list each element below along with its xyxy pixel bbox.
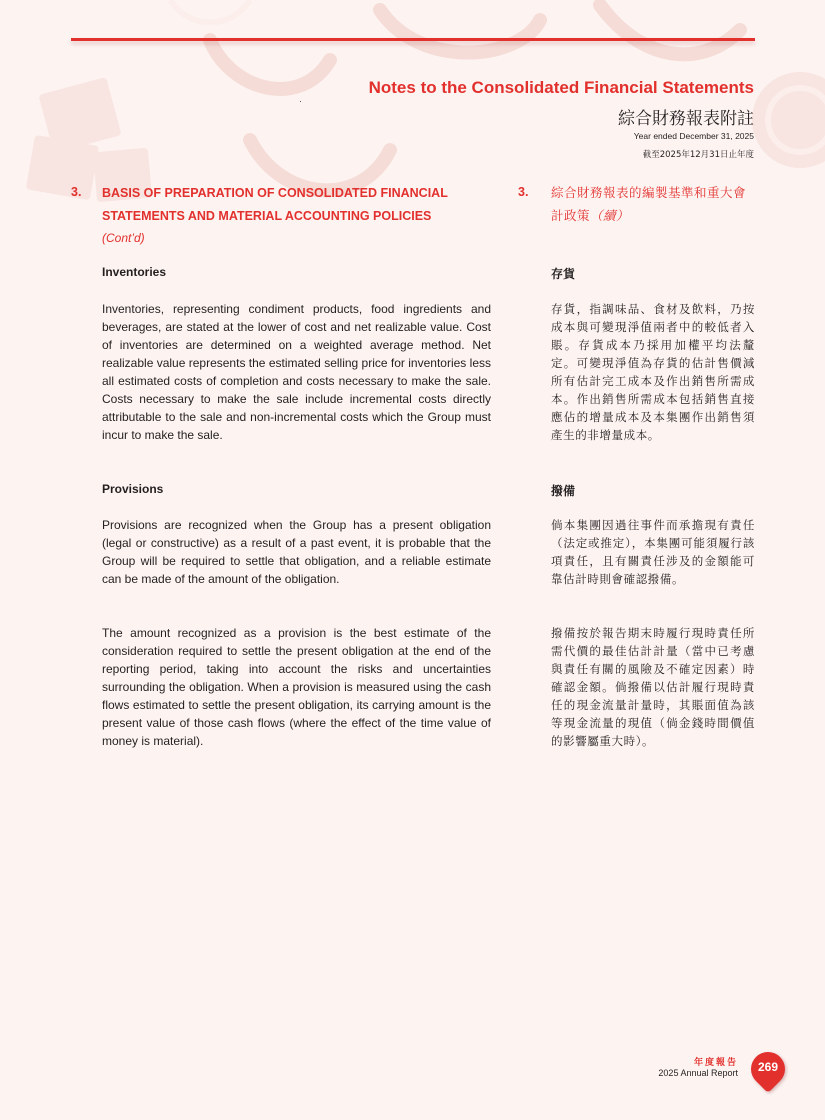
provisions-body2-en: The amount recognized as a provision is the best estimate of the consideration required to settle the present obligation at the end of the reporting period, taking into account the risks and uncertainties surrounding the obligation. When a provision is measured using the cash flows estimated to settle the present obligation, its carrying amount is the present value of those cash flows (where the effect of the time value of money is material). [102,626,491,748]
provisions-body2-zh: 撥備按於報告期末時履行現時責任所需代價的最佳估計計量（當中已考慮與責任有關的風險及不確定因素）時確認金額。倘撥備以估計履行現時責任的現金流量計量時，其賬面值為該等現金流量的現值（倘金錢時間價值的影響屬重大時）。 [551,626,755,748]
inventories-body-en: Inventories, representing condiment products, food ingredients and beverages, are stated at the lower of cost and net realizable value. Cost of inventories are determined on a weighted average method. Net realizable value represents the estimated selling price for inventories less all estimated costs of completion and costs necessary to make the sale. Costs necessary to make the sale include incremental costs directly attributable to the sale and non-incremental costs which the Group must incur to make the sale. [102,302,491,442]
provisions-heading-en: Provisions [102,482,164,496]
inventories-heading-zh: 存貨 [551,267,576,281]
section-number-zh: 3. [518,185,529,199]
provisions-body1-zh: 倘本集團因過往事件而承擔現有責任（法定或推定），本集團可能須履行該項責任，且有關責任涉及的金額能可靠估計時則會確認撥備。 [551,518,755,586]
provisions-heading-zh: 撥備 [551,484,576,498]
page-number: 269 [757,1060,779,1074]
section-title-en [102,182,494,250]
inventories-heading-en: Inventories [102,265,167,279]
stray-mark [300,101,301,102]
section-contd-zh: （續） [590,207,630,223]
page-title-en: Notes to the Consolidated Financial Statements [368,78,754,97]
footer-report-en: 2025 Annual Report [658,1068,738,1078]
section-title-zh [551,182,756,227]
footer-report-zh: 年度報告 [693,1058,738,1068]
period-en: Year ended December 31, 2025 [633,131,754,141]
section-contd-en: (Cont’d) [102,231,145,245]
header-rule [71,38,755,41]
period-zh: 截至2025年12月31日止年度 [642,150,754,160]
section-number-en: 3. [71,185,82,199]
page-title-zh: 綜合財務報表附註 [618,109,754,129]
inventories-body-zh: 存貨，指調味品、食材及飲料，乃按成本與可變現淨值兩者中的較低者入賬。存貨成本乃採用加權平均法釐定。可變現淨值為存貨的估計售價減所有估計完工成本及作出銷售所需成本。作出銷售所需成本包括銷售直接應佔的增量成本及本集團作出銷售須產生的非增量成本。 [551,302,755,442]
section-title-en-text: BASIS OF PREPARATION OF CONSOLIDATED FINANCIAL STATEMENTS AND MATERIAL ACCOUNTING POLICIES [102,186,448,223]
section-title-zh-text: 綜合財務報表的編製基準和重大會計政策 [551,185,747,223]
provisions-body1-en: Provisions are recognized when the Group has a present obligation (legal or constructive) as a result of a past event, it is probable that the Group will be required to settle that obligation, and a reliable estimate can be made of the amount of the obligation. [102,518,491,586]
